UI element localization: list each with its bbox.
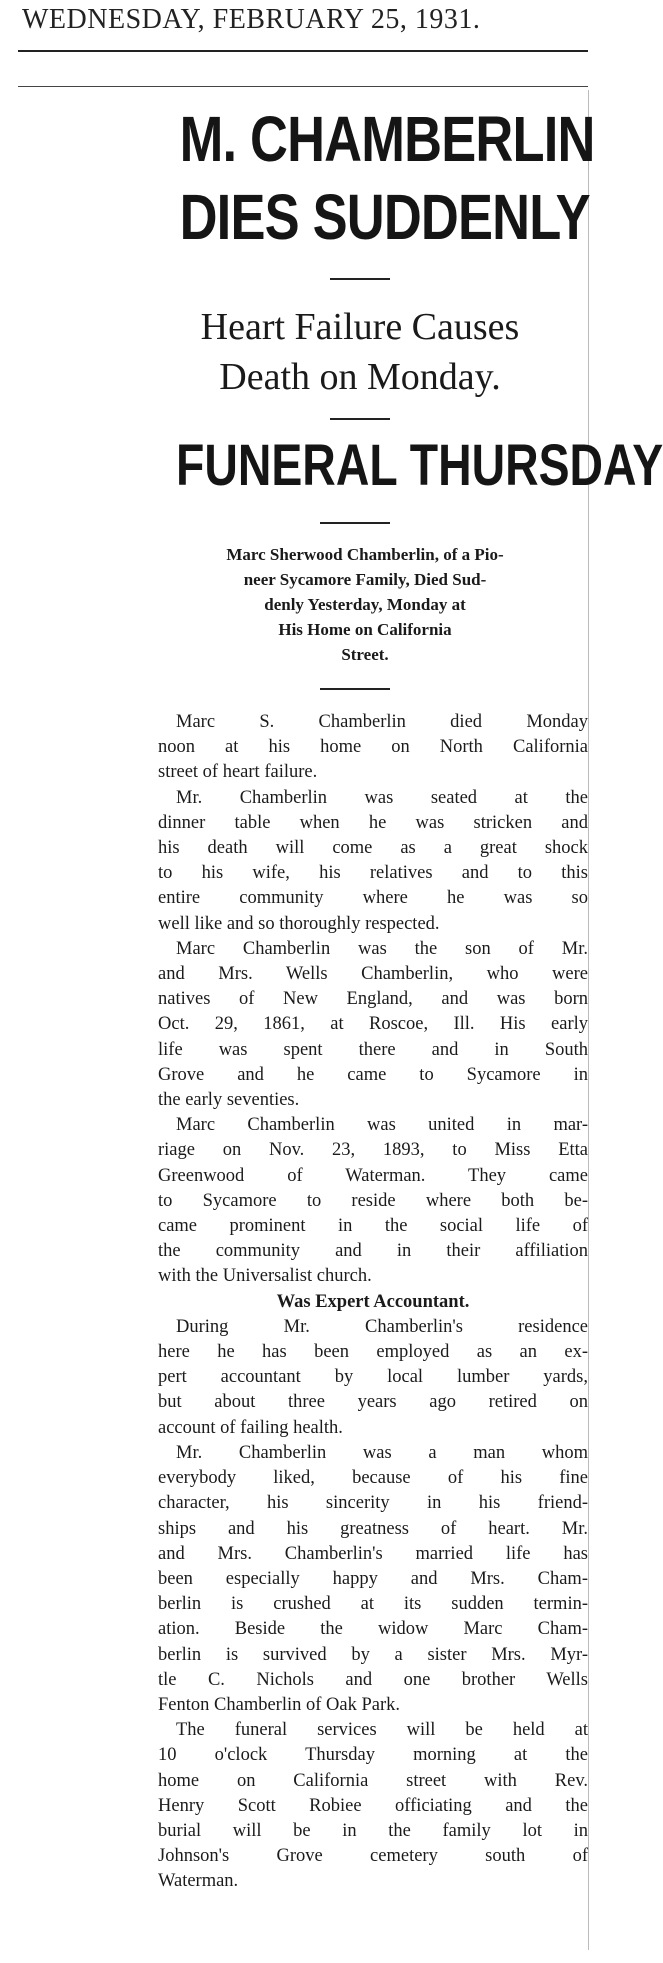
- article-line: entire community where he was so: [158, 888, 588, 909]
- summary-line: denly Yesterday, Monday at: [264, 595, 466, 614]
- article-line: riage on Nov. 23, 1893, to Miss Etta: [158, 1140, 588, 1161]
- article-line: The funeral services will be held at: [176, 1720, 588, 1741]
- summary-divider: [320, 688, 390, 690]
- article-line: Greenwood of Waterman. They came: [158, 1165, 588, 1186]
- headline-line-1: M. CHAMBERLIN: [179, 103, 595, 175]
- article-line: Grove and he came to Sycamore in: [158, 1064, 588, 1085]
- masthead-rule-lower: [18, 86, 588, 87]
- article-line: berlin is survived by a sister Mrs. Myr-: [158, 1644, 588, 1665]
- article-line: Marc S. Chamberlin died Monday: [176, 712, 588, 732]
- article-line: to his wife, his relatives and to this: [158, 863, 588, 884]
- article-line: ships and his greatness of heart. Mr.: [158, 1518, 588, 1539]
- deck-line-1: Heart Failure Causes: [200, 306, 520, 348]
- summary-line: Street.: [341, 645, 389, 664]
- article-line: 10 o'clock Thursday morning at the: [158, 1745, 588, 1766]
- article-line: home on California street with Rev.: [158, 1770, 588, 1791]
- masthead-rule: [18, 50, 588, 52]
- article-line: been especially happy and Mrs. Cham-: [158, 1568, 588, 1589]
- article-line: account of failing health.: [158, 1417, 343, 1438]
- article-line: and Mrs. Wells Chamberlin, who were: [158, 964, 588, 985]
- subhead: FUNERAL THURSDAY: [176, 433, 663, 498]
- article-line: noon at his home on North California: [158, 737, 588, 758]
- article-line: everybody liked, because of his fine: [158, 1468, 588, 1489]
- summary-line: Marc Sherwood Chamberlin, of a Pio-: [226, 545, 504, 564]
- article-line: and Mrs. Chamberlin's married life has: [158, 1543, 588, 1564]
- article-line: here he has been employed as an ex-: [158, 1342, 588, 1363]
- article-line: the early seventies.: [158, 1090, 300, 1111]
- article-line: berlin is crushed at its sudden termin-: [158, 1594, 588, 1615]
- summary-block: [140, 542, 590, 667]
- dateline: WEDNESDAY, FEBRUARY 25, 1931.: [22, 4, 481, 35]
- article-line: character, his sincerity in his friend-: [158, 1493, 588, 1514]
- headline-divider: [330, 278, 390, 280]
- summary-line: neer Sycamore Family, Died Sud-: [243, 570, 487, 589]
- article-line: dinner table when he was stricken and: [158, 812, 588, 833]
- headline-line-2: DIES SUDDENLY: [179, 181, 590, 253]
- article-line: Marc Chamberlin was the son of Mr.: [176, 938, 588, 959]
- article-line: to Sycamore to reside where both be-: [158, 1190, 588, 1211]
- article-line: Johnson's Grove cemetery south of: [158, 1846, 588, 1867]
- deck-divider: [330, 418, 390, 420]
- subhead-divider: [320, 522, 390, 524]
- article-line: street of heart failure.: [158, 762, 318, 783]
- deck-line-2: Death on Monday.: [219, 356, 501, 398]
- article-line: ation. Beside the widow Marc Cham-: [158, 1619, 588, 1640]
- article-line: Mr. Chamberlin was seated at the: [176, 787, 588, 808]
- article-line: Henry Scott Robiee officiating and the: [158, 1795, 588, 1816]
- article-line: the community and in their affiliation: [158, 1241, 588, 1262]
- article-line: During Mr. Chamberlin's residence: [176, 1316, 588, 1337]
- article-line: Fenton Chamberlin of Oak Park.: [158, 1694, 400, 1715]
- article-line: came prominent in the social life of: [158, 1216, 588, 1237]
- article-line: life was spent there and in South: [158, 1039, 588, 1060]
- article-line: burial will be in the family lot in: [158, 1820, 588, 1841]
- article-line: Mr. Chamberlin was a man whom: [176, 1442, 588, 1463]
- article-line: Marc Chamberlin was united in mar-: [176, 1115, 588, 1136]
- article-line: Waterman.: [158, 1871, 239, 1892]
- article-line: tle C. Nichols and one brother Wells: [158, 1669, 588, 1690]
- summary-line: His Home on California: [278, 620, 452, 639]
- article-line: his death will come as a great shock: [158, 838, 588, 859]
- article-line: natives of New England, and was born: [158, 989, 588, 1010]
- article-line: but about three years ago retired on: [158, 1392, 588, 1413]
- article-body: [158, 710, 588, 1895]
- article-line: with the Universalist church.: [158, 1266, 372, 1287]
- article-line: Oct. 29, 1861, at Roscoe, Ill. His early: [158, 1014, 588, 1035]
- section-subheading: Was Expert Accountant.: [276, 1291, 470, 1312]
- article-line: pert accountant by local lumber yards,: [158, 1367, 588, 1388]
- article-line: well like and so thoroughly respected.: [158, 913, 440, 934]
